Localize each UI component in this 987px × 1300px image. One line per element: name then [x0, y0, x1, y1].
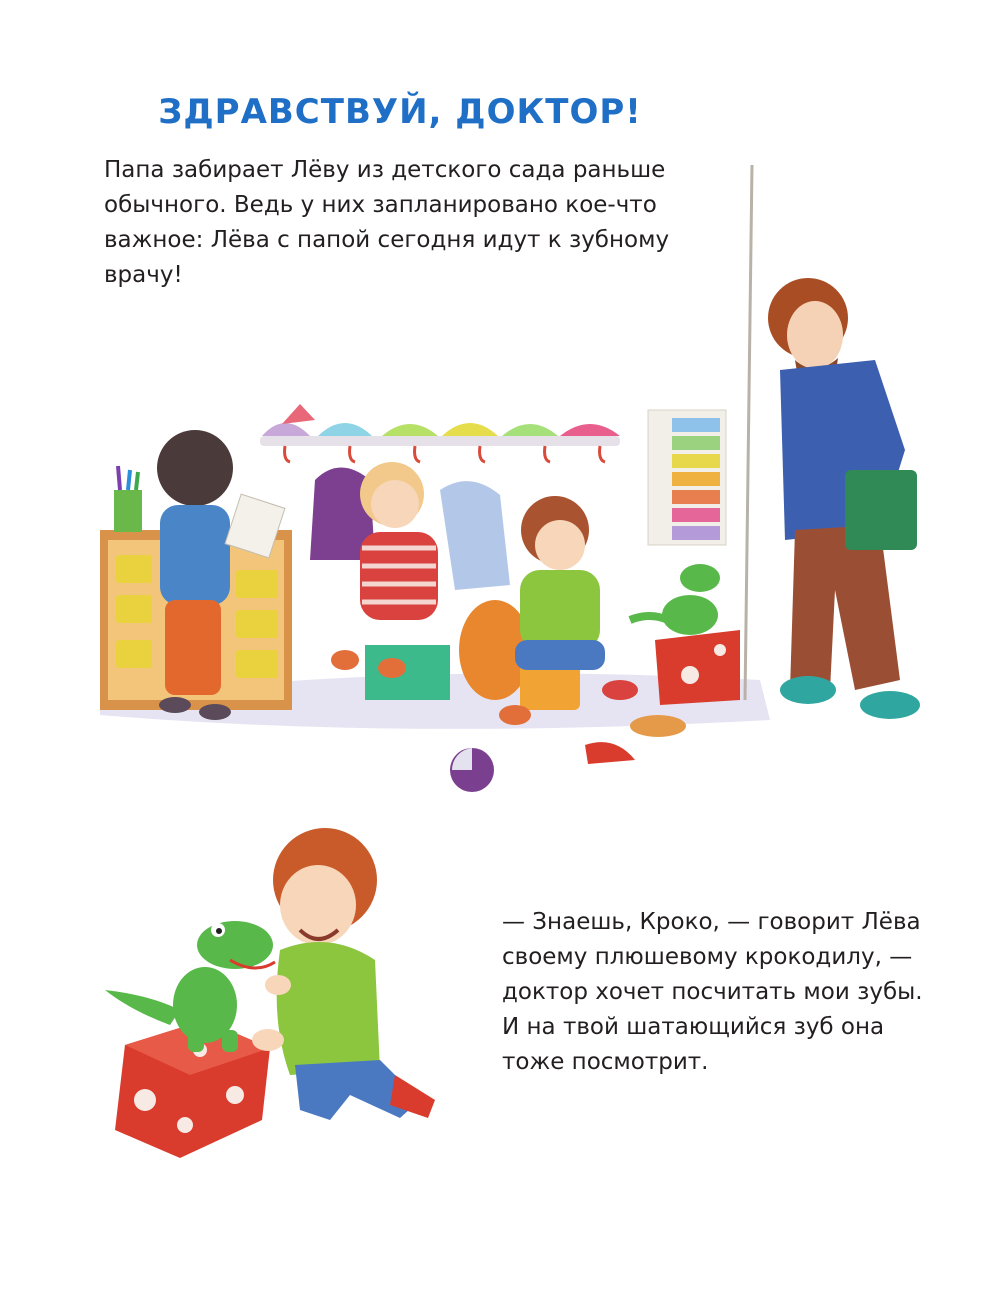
paragraph-dialogue: — Знаешь, Кроко, — говорит Лёва своему плюшевому крокодилу, — доктор хочет посчитать мои зубы. И на твой шатающийся зуб она тоже посмотрит. [502, 909, 923, 1075]
boy-kneeling [252, 828, 435, 1120]
paragraph-intro: Папа забирает Лёву из детского сада раньше обычного. Ведь у них запланировано кое-что важное: Лёва с папой сегодня идут к зубному врачу! [104, 157, 670, 288]
page-title: ЗДРАВСТВУЙ, ДОКТОР! [158, 92, 642, 132]
toy-crocodile [105, 921, 275, 1052]
